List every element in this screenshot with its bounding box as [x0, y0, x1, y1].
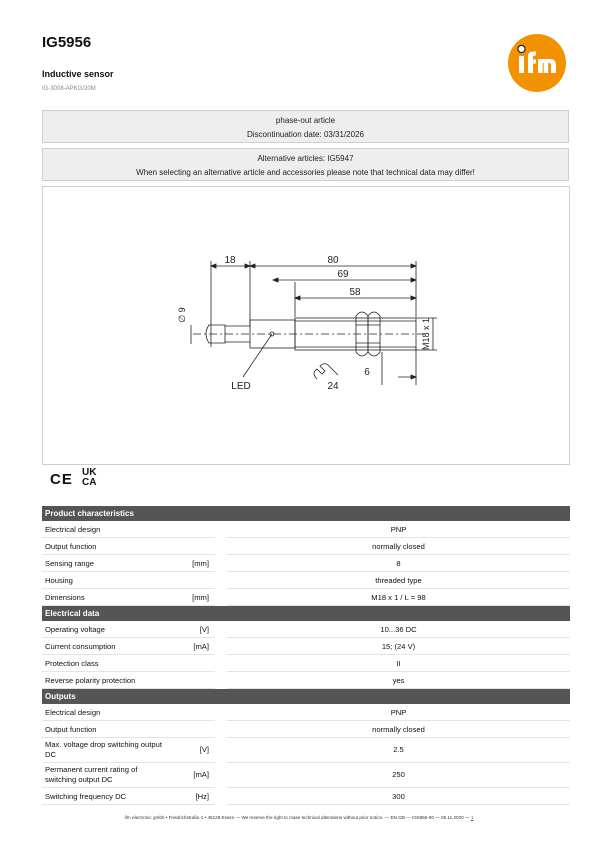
spec-unit: [166, 672, 215, 689]
spec-unit: [166, 572, 215, 589]
spec-value: PNP: [227, 521, 570, 538]
spec-label: Dimensions: [42, 589, 166, 606]
section-header: [42, 506, 570, 521]
spec-gap: [215, 521, 227, 538]
spec-unit: [V]: [166, 738, 215, 763]
spec-unit: [mm]: [166, 589, 215, 606]
spec-unit: [Hz]: [166, 788, 215, 805]
spec-label: Switching frequency DC: [42, 788, 166, 805]
dimension-drawing: [42, 186, 570, 465]
spec-value: 300: [227, 788, 570, 805]
spec-label: Output function: [42, 538, 166, 555]
spec-gap: [215, 788, 227, 805]
spec-unit: [mA]: [166, 638, 215, 655]
spec-label: Protection class: [42, 655, 166, 672]
spec-unit: [166, 521, 215, 538]
spec-row: [42, 788, 570, 805]
spec-value: PNP: [227, 704, 570, 721]
spec-value: threaded type: [227, 572, 570, 589]
certification-marks: [48, 469, 108, 491]
spec-row: [42, 721, 570, 738]
spec-value: II: [227, 655, 570, 672]
ukca-mark-top: UK: [82, 467, 97, 478]
spec-gap: [215, 638, 227, 655]
spec-gap: [215, 763, 227, 788]
spec-unit: [mA]: [166, 763, 215, 788]
spec-row: [42, 672, 570, 689]
spec-gap: [215, 589, 227, 606]
sensor-drawing: [43, 187, 569, 464]
page-footer: [0, 815, 598, 820]
spec-label: Output function: [42, 721, 166, 738]
spec-gap: [215, 572, 227, 589]
spec-gap: [215, 621, 227, 638]
spec-row: [42, 738, 570, 763]
dim-18: 18: [224, 255, 236, 266]
spec-value: M18 x 1 / L = 98: [227, 589, 570, 606]
dim-58: 58: [349, 287, 361, 298]
spec-row: [42, 538, 570, 555]
spec-row: [42, 521, 570, 538]
section-header: [42, 606, 570, 622]
spec-row: [42, 638, 570, 655]
section-title: Product characteristics: [42, 506, 570, 521]
spec-gap: [215, 672, 227, 689]
spec-row: [42, 704, 570, 721]
led-label: LED: [231, 381, 251, 392]
spec-value: yes: [227, 672, 570, 689]
spec-value: 15; (24 V): [227, 638, 570, 655]
diameter-9: ∅ 9: [177, 307, 187, 323]
spec-gap: [215, 538, 227, 555]
spec-label: Sensing range: [42, 555, 166, 572]
article-id: IG-3008-APKG/20M: [42, 86, 96, 92]
phase-out-label: phase-out article: [275, 116, 336, 125]
ce-mark: CE: [50, 471, 73, 488]
spec-label: Electrical design: [42, 704, 166, 721]
spec-value: 10...36 DC: [227, 621, 570, 638]
spec-row: [42, 555, 570, 572]
spec-row: [42, 589, 570, 606]
discontinuation-date: Discontinuation date: 03/31/2026: [247, 130, 364, 139]
dim-69: 69: [337, 269, 349, 280]
alternative-articles: Alternative articles: IG5947: [257, 154, 354, 163]
dim-6: 6: [364, 367, 370, 378]
spec-unit: [mm]: [166, 555, 215, 572]
dim-80: 80: [327, 255, 339, 266]
spec-value: 2.5: [227, 738, 570, 763]
spec-value: 250: [227, 763, 570, 788]
thread-size: M18 x 1: [421, 317, 431, 351]
section-title: Electrical data: [42, 606, 570, 622]
spec-gap: [215, 721, 227, 738]
section-header: [42, 689, 570, 705]
spec-label: Housing: [42, 572, 166, 589]
spec-label: Current consumption: [42, 638, 166, 655]
spec-label: Electrical design: [42, 521, 166, 538]
ukca-mark-bottom: CA: [82, 477, 97, 488]
spec-value: normally closed: [227, 721, 570, 738]
footer-text: ifm electronic gmbh • Friedrichstraße 1 • 45128 Essen — We reserve the right to make technical alterations without prior notice. — EN-GB — IG5956-00 — 05.11.2020 —: [124, 815, 470, 820]
spec-table: [42, 506, 570, 805]
spec-gap: [215, 655, 227, 672]
spec-row: [42, 655, 570, 672]
section-title: Outputs: [42, 689, 570, 705]
phase-out-notice: [42, 110, 569, 143]
spec-row: [42, 621, 570, 638]
spec-unit: [166, 655, 215, 672]
spec-label: Max. voltage drop switching output DC: [42, 738, 166, 763]
spec-label: Operating voltage: [42, 621, 166, 638]
spec-row: [42, 763, 570, 788]
spec-gap: [215, 738, 227, 763]
spec-unit: [166, 538, 215, 555]
spec-value: 8: [227, 555, 570, 572]
ifm-logo: [508, 34, 566, 92]
dim-24: 24: [327, 381, 339, 392]
spec-row: [42, 572, 570, 589]
product-type: Inductive sensor: [42, 69, 114, 79]
spec-gap: [215, 555, 227, 572]
alternative-warning: When selecting an alternative article and accessories please note that technical data may differ!: [136, 168, 475, 177]
page-number-link[interactable]: 1: [470, 815, 474, 820]
spec-unit: [166, 704, 215, 721]
spec-unit: [166, 721, 215, 738]
spec-label: Reverse polarity protection: [42, 672, 166, 689]
spec-unit: [V]: [166, 621, 215, 638]
product-code: IG5956: [42, 34, 92, 51]
spec-label: Permanent current rating of switching output DC: [42, 763, 166, 788]
alternative-notice: [42, 148, 569, 181]
spec-gap: [215, 704, 227, 721]
spec-value: normally closed: [227, 538, 570, 555]
